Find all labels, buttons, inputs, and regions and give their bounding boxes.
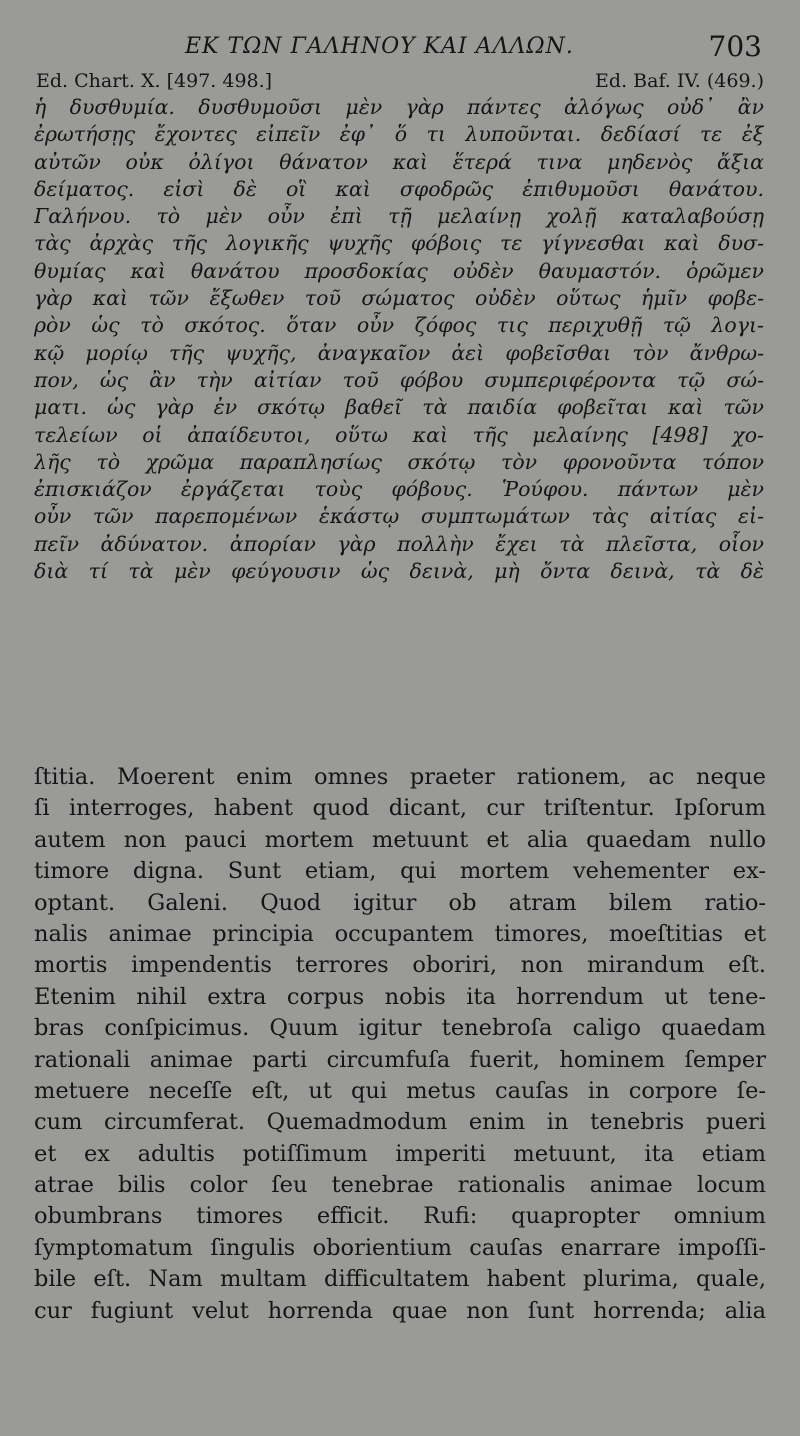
text-line: ἐρωτήσῃς ἔχοντες εἰπεῖν ἐφ᾽ ὅ τι λυποῦνται. δεδίασί τε ἐξ xyxy=(34,122,764,147)
text-line: metuere neceſſe eſt, ut qui metus cauſas in corpore ſe- xyxy=(34,1077,766,1104)
edition-reference-line xyxy=(36,70,764,96)
running-head xyxy=(0,30,800,70)
text-line: timore digna. Sunt etiam, qui mortem vehementer ex- xyxy=(34,858,766,885)
text-line: δείματος. εἰσὶ δὲ οἳ καὶ σφοδρῶς ἐπιθυμοῦσι θανάτου. xyxy=(34,176,764,201)
latin-text-block xyxy=(34,762,766,1327)
text-line: ἡ δυσθυμία. δυσθυμοῦσι μὲν γὰρ πάντες ἀλόγως οὐδ᾽ ἂν xyxy=(34,95,764,119)
text-line: λῆς τὸ χρῶμα παραπλησίως σκότῳ τὸν φρονοῦντα τόπον xyxy=(34,449,764,474)
text-line: τελείων οἱ ἀπαίδευτοι, οὕτω καὶ τῆς μελαίνης [498] χο- xyxy=(34,422,764,447)
text-line: et ex adultis potiſſimum imperiti metuunt, ita etiam xyxy=(34,1140,766,1167)
text-line: ſtitia. Moerent enim omnes praeter rationem, ac neque xyxy=(34,764,766,790)
text-line: bras conſpicimus. Quum igitur tenebroſa caligo quaedam xyxy=(34,1015,766,1042)
text-line: ματι. ὡς γὰρ ἐν σκότῳ βαθεῖ τὰ παιδία φοβεῖται καὶ τῶν xyxy=(34,395,764,420)
text-line: πεῖν ἀδύνατον. ἀπορίαν γὰρ πολλὴν ἔχει τὰ πλεῖστα, οἷον xyxy=(34,531,764,556)
text-line: atrae bilis color ſeu tenebrae rationalis animae locum xyxy=(34,1172,766,1199)
text-line: αὐτῶν οὐκ ὀλίγοι θάνατον καὶ ἕτερά τινα μηδενὸς ἄξια xyxy=(34,149,764,174)
text-line: autem non pauci mortem metuunt et alia quaedam nullo xyxy=(34,826,766,853)
text-line: optant. Galeni. Quod igitur ob atram bilem ratio- xyxy=(34,889,766,916)
text-line: γὰρ καὶ τῶν ἔξωθεν τοῦ σώματος οὐδὲν οὕτως ἡμῖν φοβε- xyxy=(34,286,764,311)
text-line: mortis impendentis terrores oboriri, non mirandum eſt. xyxy=(34,952,766,979)
text-line: τὰς ἀρχὰς τῆς λογικῆς ψυχῆς φόβοις τε γίγνεσθαι καὶ δυσ- xyxy=(34,231,764,256)
text-line: διὰ τί τὰ μὲν φεύγουσιν ὡς δεινὰ, μὴ ὄντα δεινὰ, τὰ δὲ xyxy=(34,559,764,584)
text-line: κῷ μορίῳ τῆς ψυχῆς, ἀναγκαῖον ἀεὶ φοβεῖσθαι τὸν ἄνθρω- xyxy=(34,340,764,365)
text-line: οὖν τῶν παρεπομένων ἑκάστῳ συμπτωμάτων τὰς αἰτίας εἰ- xyxy=(34,504,764,529)
text-line: nalis animae principia occupantem timores, moeſtitias et xyxy=(34,920,766,947)
edition-left-reference: Ed. Chart. X. [497. 498.] xyxy=(36,70,273,92)
text-line: ſi interroges, habent quod dicant, cur triſtentur. Ipſorum xyxy=(34,795,766,822)
text-line: cum circumferat. Quemadmodum enim in tenebris pueri xyxy=(34,1109,766,1136)
text-line: ἐπισκιάζον ἐργάζεται τοὺς φόβους. Ῥούφου. πάντων μὲν xyxy=(34,477,764,502)
running-title: ΕΚ ΤΩΝ ΓΑΛΗΝΟΥ ΚΑΙ ΑΛΛΩΝ. xyxy=(185,34,574,59)
page-number: 703 xyxy=(708,30,762,63)
text-line: Etenim nihil extra corpus nobis ita horrendum ut tene- xyxy=(34,983,766,1010)
greek-text-block xyxy=(34,94,764,585)
text-line: πον, ὡς ἂν τὴν αἰτίαν τοῦ φόβου συμπεριφέροντα τῷ σώ- xyxy=(34,367,764,392)
text-line: rationali animae parti circumfuſa fuerit, hominem ſemper xyxy=(34,1046,766,1073)
text-line: ſymptomatum ſingulis oborientium cauſas enarrare impoſſi- xyxy=(34,1234,766,1261)
text-line: ρὸν ὡς τὸ σκότος. ὅταν οὖν ζόφος τις περιχυθῇ τῷ λογι- xyxy=(34,313,764,338)
text-line: Γαλήνου. τὸ μὲν οὖν ἐπὶ τῇ μελαίνῃ χολῇ καταλαβούσῃ xyxy=(34,204,764,229)
edition-right-reference: Ed. Baf. IV. (469.) xyxy=(595,70,764,92)
text-line: cur fugiunt velut horrenda quae non ſunt horrenda; alia xyxy=(34,1297,766,1324)
text-line: θυμίας καὶ θανάτου προσδοκίας οὐδὲν θαυμαστόν. ὁρῶμεν xyxy=(34,258,764,283)
text-line: bile eſt. Nam multam difficultatem habent plurima, quale, xyxy=(34,1266,766,1293)
text-line: obumbrans timores efficit. Rufi: quapropter omnium xyxy=(34,1203,766,1230)
